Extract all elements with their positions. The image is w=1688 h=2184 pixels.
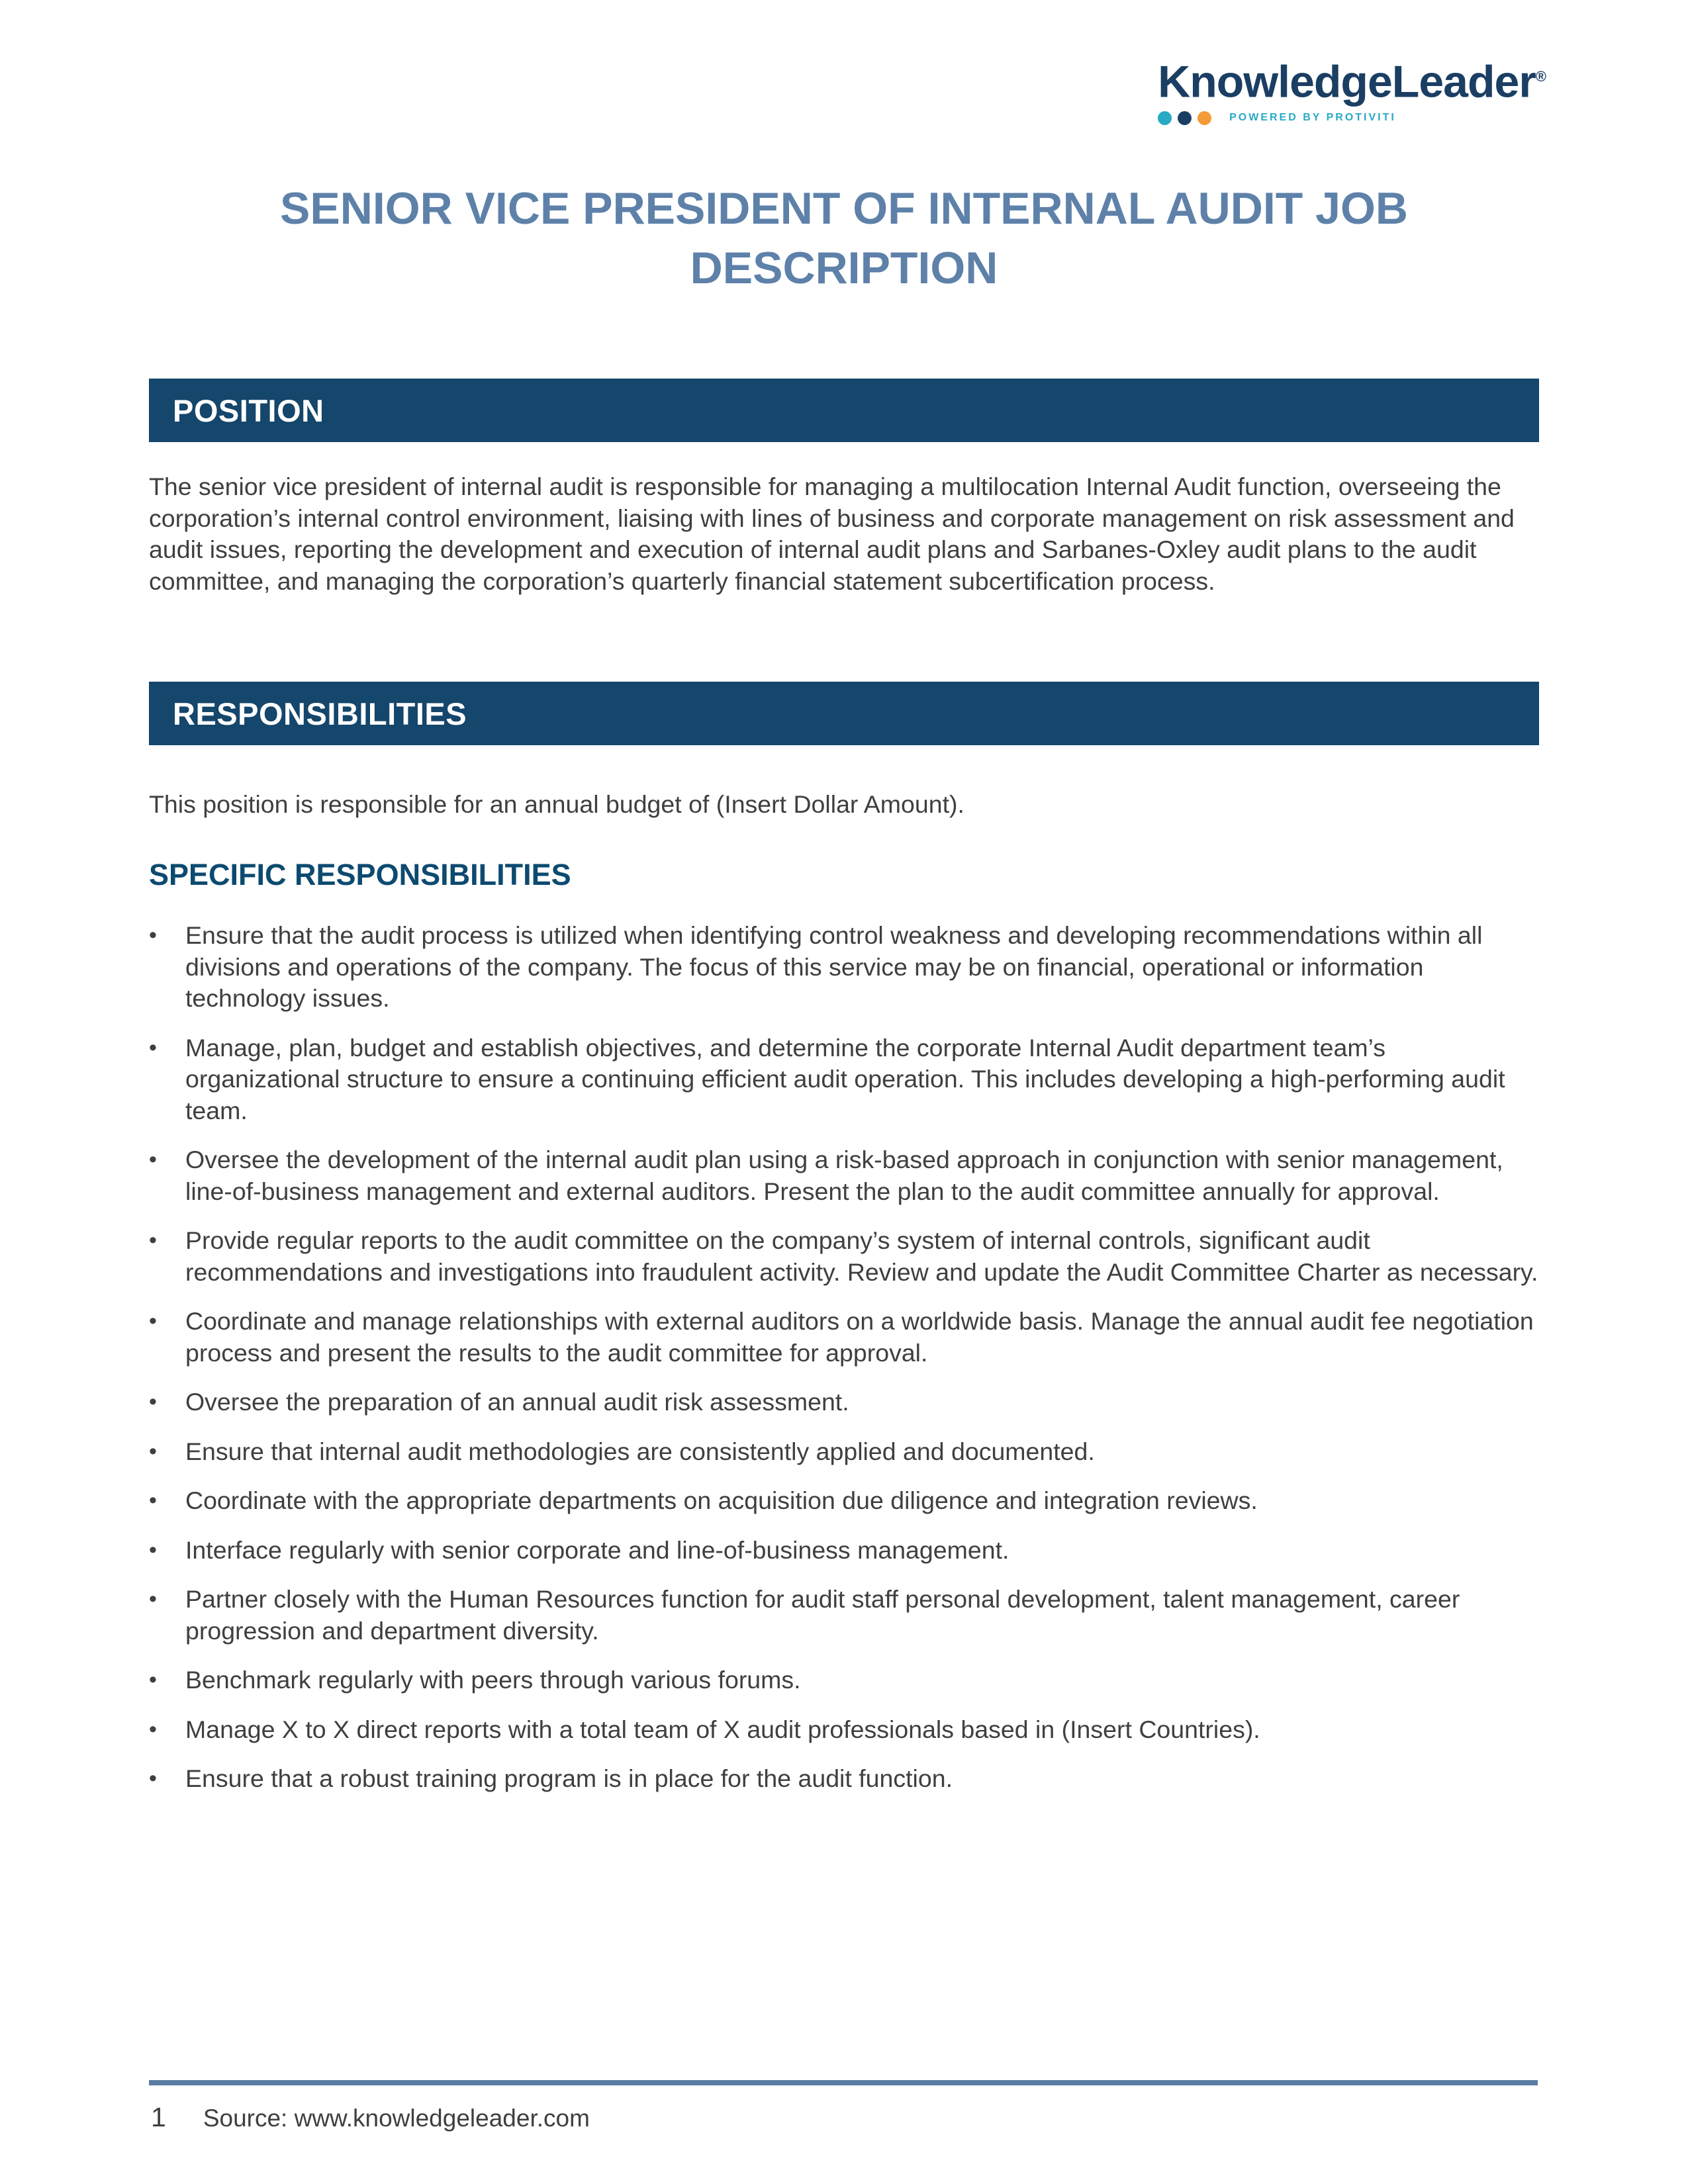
bullet-icon: • bbox=[149, 1586, 157, 1612]
bullet-text: Provide regular reports to the audit committee on the company’s system of internal controls, significant audit recommendations and investigations into fraudulent activity. Review and update the Audit Committee Charter as necessary. bbox=[185, 1226, 1538, 1286]
page-title: SENIOR VICE PRESIDENT OF INTERNAL AUDIT JOB DESCRIPTION bbox=[280, 183, 1408, 293]
logo-dot-orange-icon bbox=[1197, 111, 1211, 125]
list-item bbox=[149, 1763, 1539, 1795]
list-item bbox=[149, 1387, 1539, 1418]
bullet-icon: • bbox=[149, 1488, 157, 1513]
logo-brand-text: KnowledgeLeader bbox=[1158, 56, 1536, 107]
list-item bbox=[149, 1436, 1539, 1468]
logo-tagline: POWERED BY PROTIVITI bbox=[1229, 112, 1396, 124]
page-title-block bbox=[149, 179, 1539, 298]
bullet-text: Partner closely with the Human Resources function for audit staff personal development, talent management, career progression and department diversity. bbox=[185, 1585, 1460, 1645]
logo-wordmark bbox=[1158, 52, 1546, 107]
list-item bbox=[149, 1584, 1539, 1647]
section-header-position-label: POSITION bbox=[173, 392, 324, 428]
registered-trademark-icon: ® bbox=[1535, 68, 1546, 85]
page-number: 1 bbox=[151, 2102, 166, 2132]
bullet-text: Ensure that a robust training program is in place for the audit function. bbox=[185, 1764, 953, 1792]
bullet-icon: • bbox=[149, 1147, 157, 1172]
footer-divider bbox=[149, 2080, 1538, 2085]
knowledgeleader-logo bbox=[1158, 52, 1546, 125]
bullet-icon: • bbox=[149, 1716, 157, 1742]
bullet-icon: • bbox=[149, 1034, 157, 1060]
source-text: Source: www.knowledgeleader.com bbox=[203, 2105, 590, 2132]
list-item bbox=[149, 1144, 1539, 1207]
bullet-text: Coordinate with the appropriate departments on acquisition due diligence and integration reviews. bbox=[185, 1486, 1258, 1514]
bullet-text: Interface regularly with senior corporate and line-of-business management. bbox=[185, 1535, 1009, 1564]
bullet-icon: • bbox=[149, 1389, 157, 1414]
logo-dot-navy-icon bbox=[1178, 111, 1192, 125]
bullet-icon: • bbox=[149, 923, 157, 948]
bullet-text: Benchmark regularly with peers through various forums. bbox=[185, 1666, 801, 1694]
section-header-responsibilities bbox=[149, 682, 1539, 745]
responsibilities-list bbox=[149, 920, 1539, 1813]
responsibilities-intro: This position is responsible for an annual budget of (Insert Dollar Amount). bbox=[149, 790, 964, 818]
bullet-icon: • bbox=[149, 1667, 157, 1692]
bullet-text: Oversee the preparation of an annual audit risk assessment. bbox=[185, 1388, 849, 1416]
specific-responsibilities-heading: SPECIFIC RESPONSIBILITIES bbox=[149, 858, 571, 891]
list-item bbox=[149, 1485, 1539, 1517]
list-item bbox=[149, 1664, 1539, 1696]
footer bbox=[151, 2102, 590, 2133]
logo-tagline-row bbox=[1158, 111, 1546, 125]
bullet-text: Manage, plan, budget and establish objectives, and determine the corporate Internal Audit department team’s organizational structure to ensure a continuing efficient audit operation. This includes developing a high-performing audit team. bbox=[185, 1033, 1505, 1124]
bullet-icon: • bbox=[149, 1766, 157, 1791]
bullet-text: Coordinate and manage relationships with external auditors on a worldwide basis. Manage the annual audit fee negotiation process and present the results to the audit committee for approval. bbox=[185, 1307, 1534, 1367]
logo-dot-teal-icon bbox=[1158, 111, 1172, 125]
position-description: The senior vice president of internal audit is responsible for managing a multilocation Internal Audit function, overseeing the corporation’s internal control environment, liaising with lines of business and corporate management on risk assessment and audit issues, reporting the development and execution of internal audit plans and Sarbanes-Oxley audit plans to the audit committee, and managing the corporation’s quarterly financial statement subcertification process. bbox=[149, 473, 1515, 595]
bullet-icon: • bbox=[149, 1537, 157, 1563]
section-header-responsibilities-label: RESPONSIBILITIES bbox=[173, 696, 467, 731]
bullet-icon: • bbox=[149, 1228, 157, 1253]
bullet-icon: • bbox=[149, 1438, 157, 1464]
list-item bbox=[149, 920, 1539, 1015]
list-item bbox=[149, 1032, 1539, 1127]
bullet-text: Oversee the development of the internal audit plan using a risk-based approach in conjunction with senior management, line-of-business management and external auditors. Present the plan to the audit committee annually for approval. bbox=[185, 1146, 1503, 1205]
list-item bbox=[149, 1225, 1539, 1288]
bullet-text: Manage X to X direct reports with a total team of X audit professionals based in (Insert Countries). bbox=[185, 1715, 1260, 1743]
list-item bbox=[149, 1306, 1539, 1369]
list-item bbox=[149, 1535, 1539, 1567]
bullet-icon: • bbox=[149, 1308, 157, 1334]
bullet-text: Ensure that the audit process is utilized when identifying control weakness and developing recommendations within all divisions and operations of the company. The focus of this service may be on financial, operational or information technology issues. bbox=[185, 921, 1483, 1012]
bullet-text: Ensure that internal audit methodologies are consistently applied and documented. bbox=[185, 1437, 1095, 1465]
section-header-position bbox=[149, 379, 1539, 442]
list-item bbox=[149, 1714, 1539, 1746]
